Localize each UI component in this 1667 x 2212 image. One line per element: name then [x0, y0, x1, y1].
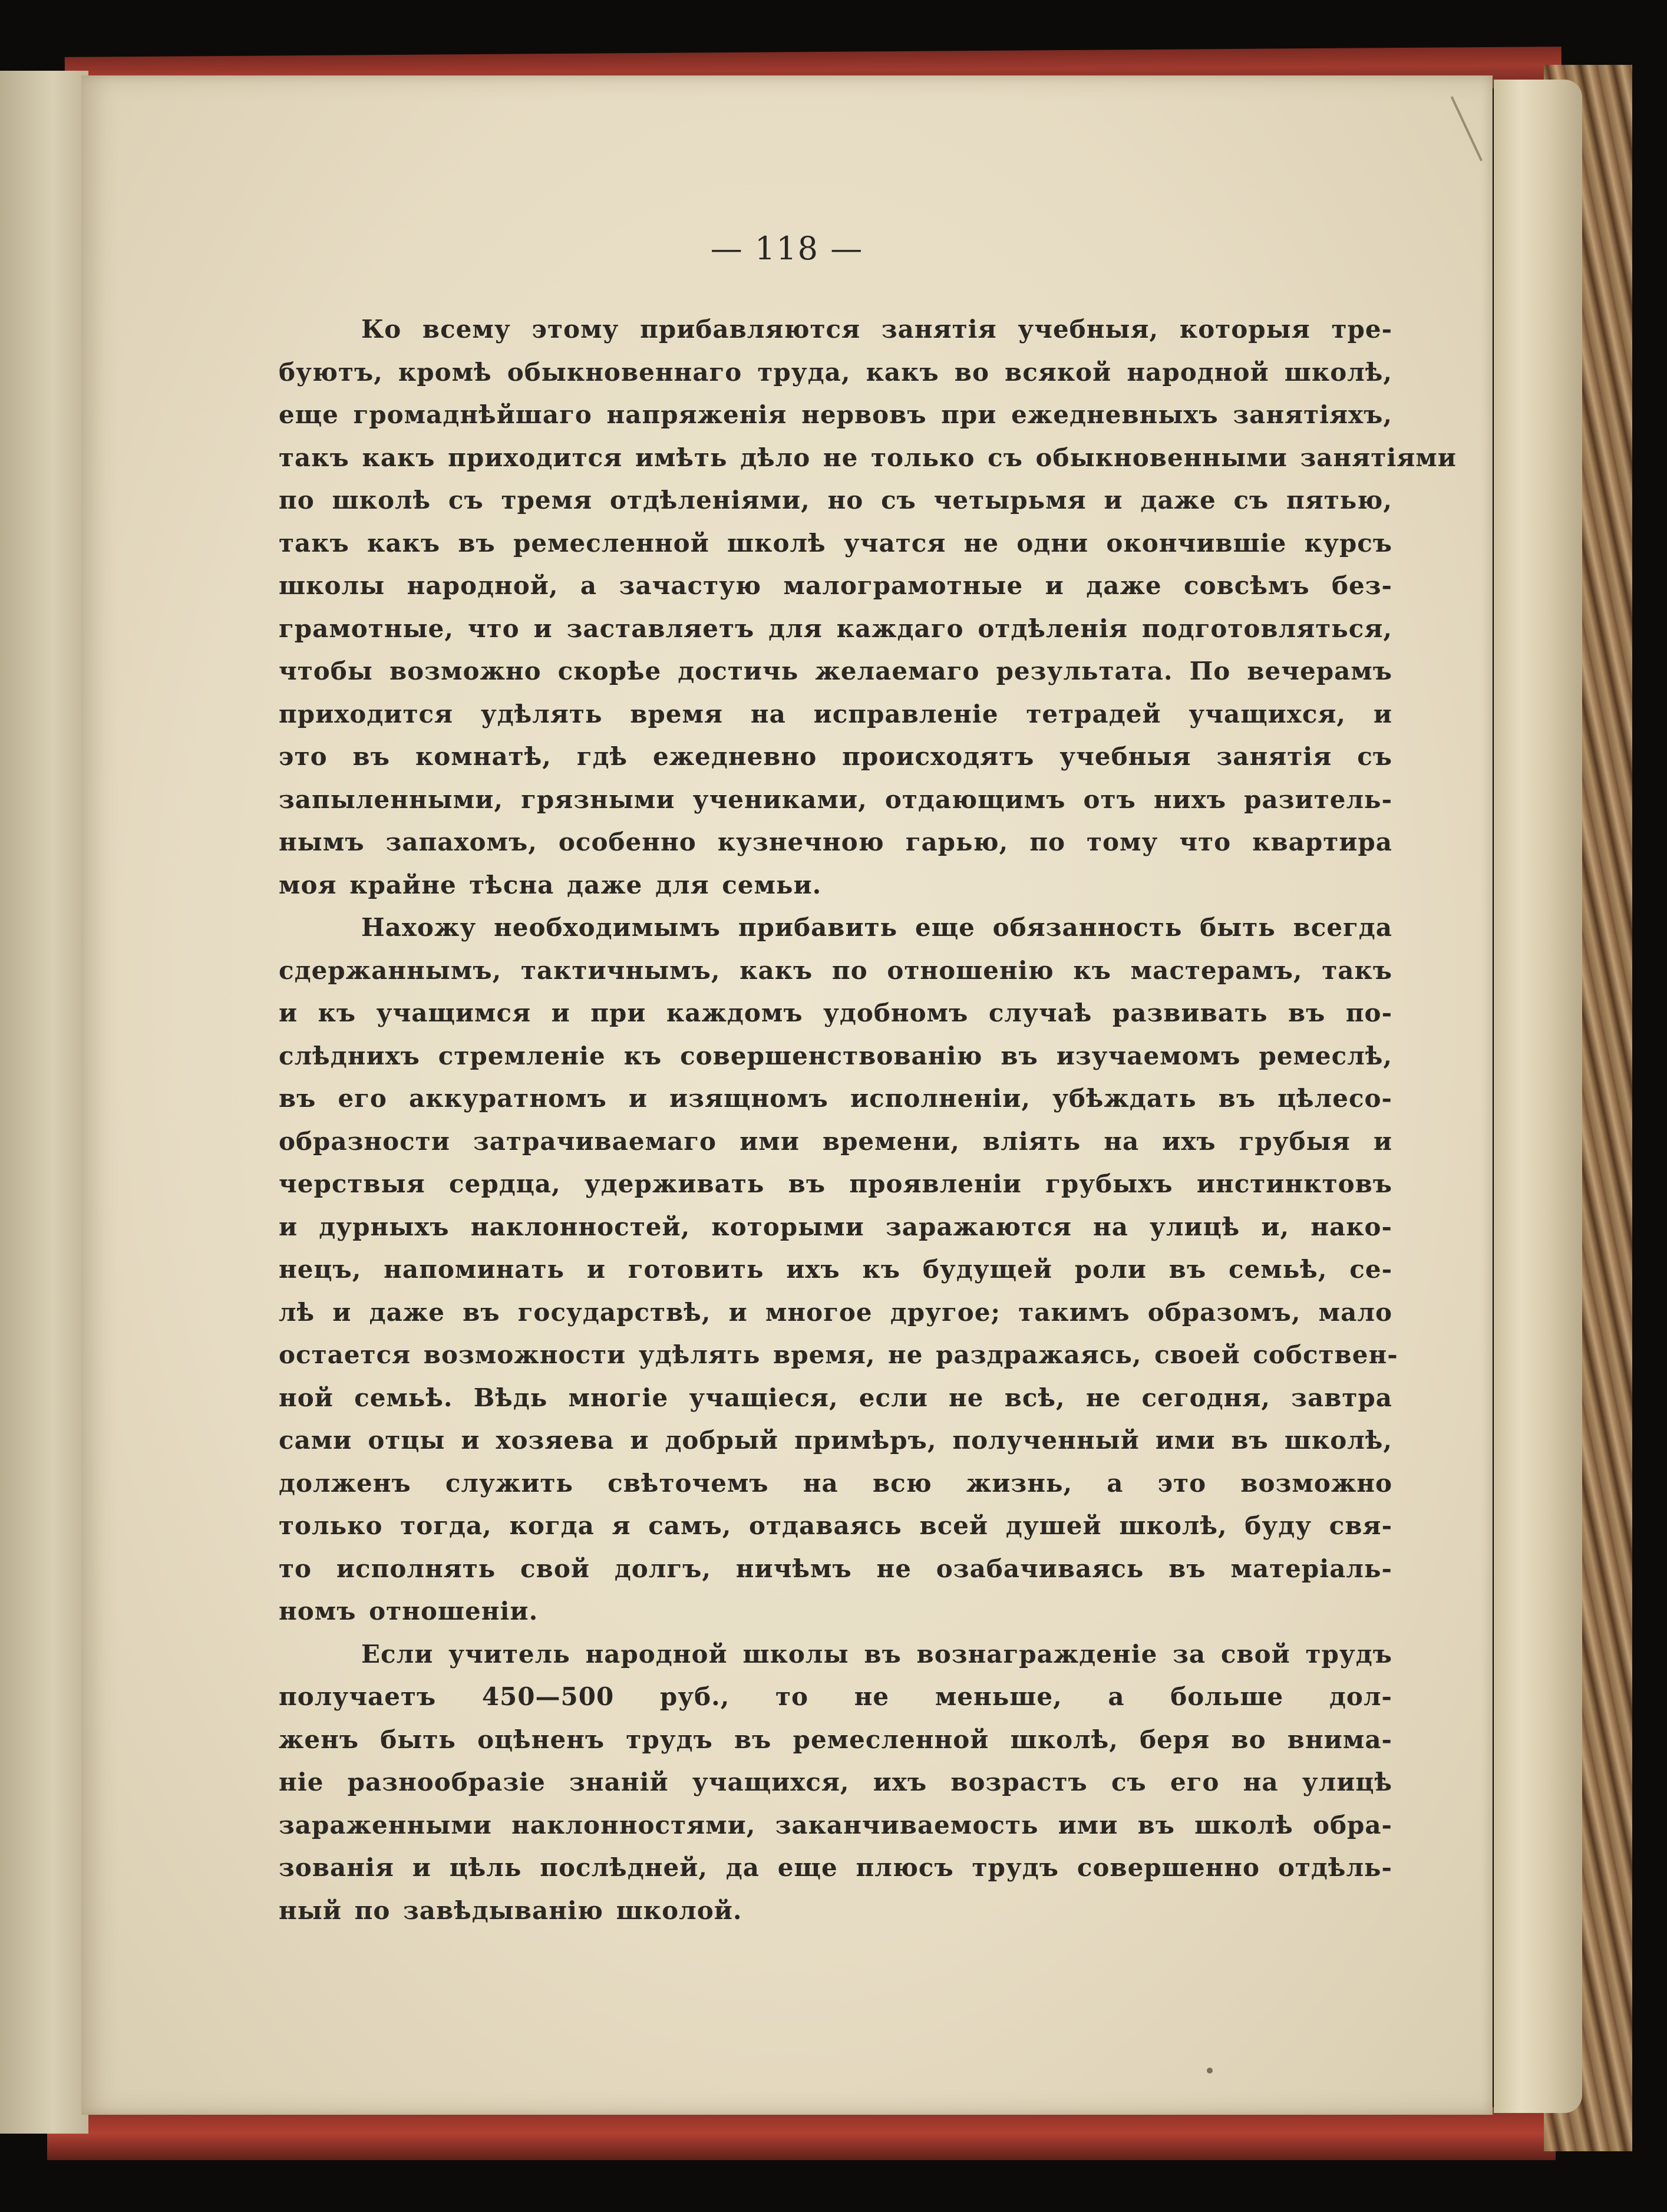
text-line: чтобы возможно скорѣе достичь желаемаго результата. По вечерамъ	[279, 657, 1392, 685]
text-line: и дурныхъ наклонностей, которыми заражаются на улицѣ и, нако-	[279, 1212, 1392, 1241]
text-line: женъ быть оцѣненъ трудъ въ ремесленной школѣ, беря во внима-	[279, 1725, 1392, 1754]
text-line: лѣ и даже въ государствѣ, и многое другое; такимъ образомъ, мало	[279, 1297, 1392, 1327]
page-stack-edge	[1494, 80, 1582, 2113]
text-line: ной семьѣ. Вѣдь многіе учащіеся, если не всѣ, не сегодня, завтра	[279, 1383, 1392, 1412]
page-number: — 118 —	[710, 230, 864, 267]
text-line: приходится удѣлять время на исправленіе тетрадей учащихся, и	[279, 699, 1392, 728]
text-line: запыленными, грязными учениками, отдающимъ отъ нихъ разитель-	[279, 784, 1392, 814]
text-line: буютъ, кромѣ обыкновеннаго труда, какъ во всякой народной школѣ,	[279, 357, 1392, 387]
text-line: нымъ запахомъ, особенно кузнечною гарью, по тому что квартира	[279, 828, 1392, 856]
text-line: номъ отношеніи.	[279, 1597, 539, 1626]
text-line: то исполнять свой долгъ, ничѣмъ не озабачиваясь въ матеріаль-	[279, 1554, 1392, 1583]
text-line: образности затрачиваемаго ими времени, вліять на ихъ грубыя и	[279, 1126, 1392, 1156]
text-line: получаетъ 450—500 руб., то не меньше, а больше дол-	[279, 1682, 1392, 1711]
text-line: еще громаднѣйшаго напряженія нервовъ при ежедневныхъ занятіяхъ,	[279, 400, 1392, 429]
text-line: Если учитель народной школы въ вознагражденіе за свой трудъ	[361, 1639, 1392, 1669]
text-line: такъ какъ приходится имѣть дѣло не только съ обыкновенными занятіями	[279, 443, 1457, 472]
paragraph-2	[279, 906, 1398, 1633]
text-line: зованія и цѣль послѣдней, да еще плюсъ трудъ совершенно отдѣль-	[279, 1853, 1392, 1882]
text-line: въ его аккуратномъ и изящномъ исполненіи, убѣждать въ цѣлесо-	[279, 1084, 1392, 1113]
text-line: такъ какъ въ ремесленной школѣ учатся не одни окончившіе курсъ	[279, 528, 1392, 558]
text-line: сами отцы и хозяева и добрый примѣръ, полученный ими въ школѣ,	[279, 1426, 1392, 1455]
text-line: и къ учащимся и при каждомъ удобномъ случаѣ развивать въ по-	[279, 998, 1392, 1027]
text-line: слѣднихъ стремленіе къ совершенствованію въ изучаемомъ ремеслѣ,	[279, 1041, 1392, 1070]
text-line: грамотные, что и заставляетъ для каждаго отдѣленія подготовляться,	[279, 614, 1392, 643]
text-line: нецъ, напоминать и готовить ихъ къ будущей роли въ семьѣ, се-	[279, 1255, 1392, 1284]
text-line: черствыя сердца, удерживать въ проявленіи грубыхъ инстинктовъ	[279, 1169, 1392, 1198]
text-line: ніе разнообразіе знаній учащихся, ихъ возрастъ съ его на улицѣ	[279, 1768, 1392, 1796]
text-line: Нахожу необходимымъ прибавить еще обязанность быть всегда	[361, 913, 1392, 942]
text-line: по школѣ съ тремя отдѣленіями, но съ четырьмя и даже съ пятью,	[279, 486, 1392, 515]
cloth-binding-bottom	[47, 2107, 1556, 2160]
text-line: только тогда, когда я самъ, отдаваясь всей душей школѣ, буду свя-	[279, 1511, 1392, 1540]
facing-page-edge	[0, 71, 88, 2134]
page-text	[279, 308, 1457, 1932]
text-line: ный по завѣдыванію школой.	[279, 1895, 742, 1925]
text-line: это въ комнатѣ, гдѣ ежедневно происходятъ учебныя занятія съ	[279, 742, 1392, 771]
ink-speck	[1207, 2068, 1213, 2073]
text-line: моя крайне тѣсна даже для семьи.	[279, 870, 822, 899]
paragraph-1	[279, 308, 1457, 906]
text-line: остается возможности удѣлять время, не раздражаясь, своей собствен-	[279, 1340, 1398, 1369]
text-line: долженъ служить свѣточемъ на всю жизнь, а это возможно	[279, 1468, 1392, 1498]
text-line: сдержаннымъ, тактичнымъ, какъ по отношенію къ мастерамъ, такъ	[279, 955, 1392, 985]
text-line: зараженными наклонностями, заканчиваемость ими въ школѣ обра-	[279, 1810, 1392, 1840]
book-page	[81, 75, 1493, 2115]
paragraph-3	[279, 1633, 1392, 1933]
text-line: школы народной, а зачастую малограмотные и даже совсѣмъ без-	[279, 571, 1392, 600]
text-line: Ко всему этому прибавляются занятія учебныя, которыя тре-	[361, 315, 1392, 344]
